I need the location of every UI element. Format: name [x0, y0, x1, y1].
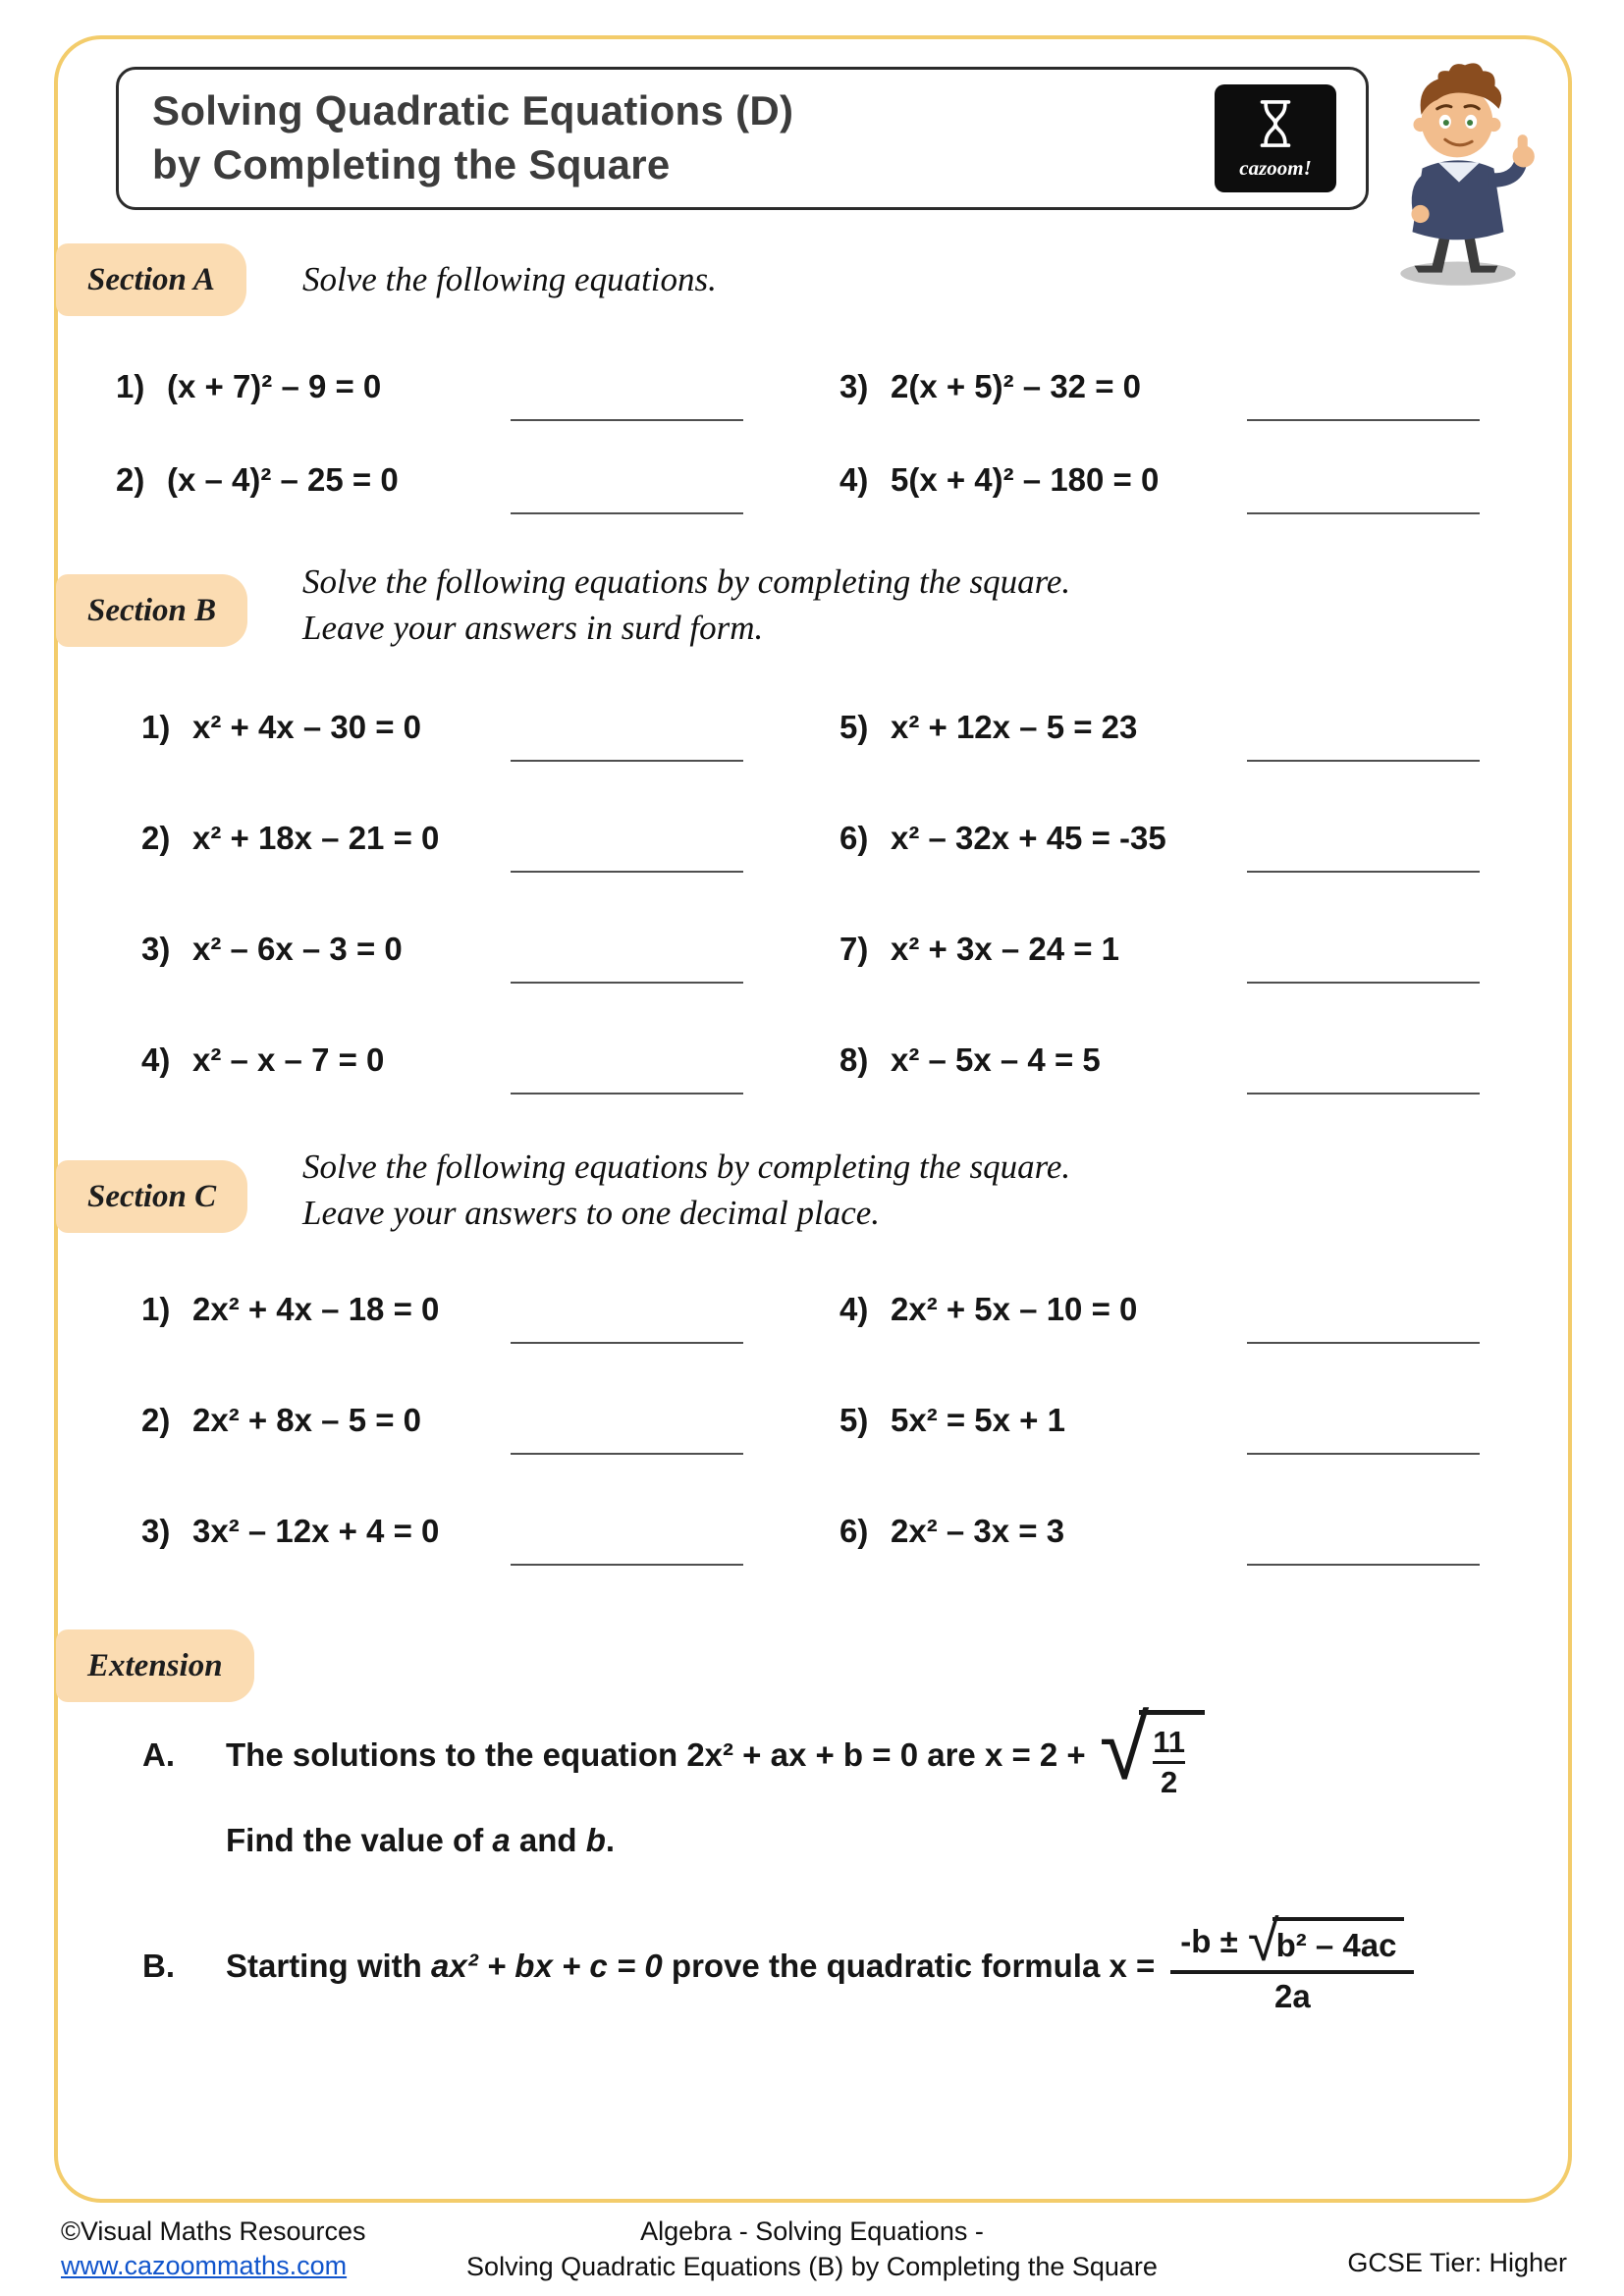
problem-a3	[839, 368, 1510, 413]
answer-line	[511, 1093, 743, 1095]
problem-equation: 2x² + 5x – 10 = 0	[891, 1291, 1138, 1327]
answer-line	[1247, 760, 1480, 762]
problem-equation: x² – 5x – 4 = 5	[891, 1041, 1101, 1078]
problem-equation: x² – x – 7 = 0	[192, 1041, 385, 1078]
section-b-problems	[116, 709, 1510, 1152]
square-root-expression	[1099, 1698, 1205, 1799]
instruction-line: Solve the following equations.	[302, 260, 717, 298]
answer-line	[1247, 982, 1480, 984]
problem-number: 8)	[839, 1041, 869, 1078]
problem-a1	[116, 368, 839, 413]
answer-line	[1247, 1093, 1480, 1095]
problem-row	[116, 1291, 1510, 1336]
section-c-label: Section C	[56, 1160, 247, 1233]
problem-a4	[839, 461, 1510, 507]
square-root-expression	[1247, 1909, 1405, 1974]
page-title-line2: by Completing the Square	[152, 141, 671, 187]
extension-b-text	[226, 1948, 1155, 1985]
problem-c6	[839, 1513, 1510, 1558]
copyright-text: ©Visual Maths Resources	[61, 2216, 366, 2246]
problem-equation: x² + 3x – 24 = 1	[891, 931, 1120, 967]
problem-b7	[839, 931, 1510, 976]
problem-number: 2)	[141, 820, 171, 856]
problem-b2	[116, 820, 839, 865]
problem-number: 1)	[141, 709, 171, 745]
answer-line	[1247, 512, 1480, 514]
problem-b6	[839, 820, 1510, 865]
problem-row	[116, 820, 1510, 865]
page-title	[119, 84, 793, 191]
problem-row	[116, 1402, 1510, 1447]
problem-number: 4)	[839, 1291, 869, 1327]
problem-row	[116, 709, 1510, 754]
extension-a-text: The solutions to the equation 2x² + ax + b = 0 are x = 2 +	[226, 1736, 1086, 1773]
fraction-numerator	[1170, 1909, 1414, 1974]
instruction-line: Leave your answers in surd form.	[302, 608, 764, 647]
extension-b-number: B.	[142, 1948, 175, 1984]
extension-item-a	[142, 1698, 1205, 1804]
radical-sign: √	[1247, 1909, 1279, 1974]
section-a-instructions	[302, 257, 717, 303]
problem-equation: (x + 7)² – 9 = 0	[167, 368, 382, 404]
extension-item-b	[142, 1909, 1414, 2020]
answer-line	[1247, 1342, 1480, 1344]
problem-c5	[839, 1402, 1510, 1447]
problem-row	[116, 368, 1510, 413]
answer-line	[1247, 419, 1480, 421]
problem-c2	[116, 1402, 839, 1447]
problem-b1	[116, 709, 839, 754]
cazoom-logo	[1215, 84, 1336, 192]
section-b-label: Section B	[56, 574, 247, 647]
answer-line	[1247, 1564, 1480, 1566]
problem-b4	[116, 1041, 839, 1087]
answer-line	[511, 1342, 743, 1344]
problem-equation: x² + 12x – 5 = 23	[891, 709, 1138, 745]
section-c-problems	[116, 1291, 1510, 1624]
problem-equation: x² + 4x – 30 = 0	[192, 709, 422, 745]
answer-line	[511, 512, 743, 514]
text-fragment: prove the quadratic formula x =	[662, 1948, 1156, 1984]
section-a-problems	[116, 368, 1510, 555]
answer-line	[511, 871, 743, 873]
answer-line	[511, 982, 743, 984]
website-link[interactable]: www.cazoommaths.com	[61, 2251, 348, 2281]
extension-a-line2	[226, 1822, 615, 1859]
problem-c1	[116, 1291, 839, 1336]
text-fragment: Find the value of	[226, 1822, 493, 1858]
numerator-prefix: -b ±	[1180, 1922, 1238, 1959]
fraction	[1145, 1724, 1193, 1799]
problem-equation: 2x² + 4x – 18 = 0	[192, 1291, 440, 1327]
fraction-denominator: 2	[1153, 1761, 1185, 1800]
radicand	[1139, 1710, 1205, 1799]
hourglass-icon	[1251, 97, 1300, 155]
answer-line	[511, 419, 743, 421]
footer-tier: GCSE Tier: Higher	[1347, 2248, 1567, 2277]
fraction-numerator: 11	[1153, 1725, 1185, 1760]
problem-number: 3)	[141, 931, 171, 967]
problem-equation: x² + 18x – 21 = 0	[192, 820, 440, 856]
logo-wordmark: cazoom!	[1239, 155, 1312, 180]
section-c-instructions	[302, 1145, 1070, 1236]
footer-center	[321, 2215, 1303, 2284]
answer-line	[511, 1453, 743, 1455]
fraction-denominator: 2a	[1170, 1970, 1414, 2015]
problem-equation: 2(x + 5)² – 32 = 0	[891, 368, 1141, 404]
radical-sign: √	[1099, 1698, 1150, 1799]
instruction-line: Solve the following equations by completing the square.	[302, 562, 1071, 601]
problem-number: 7)	[839, 931, 869, 967]
footer-category-line2: Solving Quadratic Equations (B) by Completing the Square	[466, 2251, 1158, 2281]
problem-b5	[839, 709, 1510, 754]
problem-equation: 5x² = 5x + 1	[891, 1402, 1065, 1438]
title-box	[116, 67, 1369, 210]
footer-left	[61, 2215, 366, 2283]
extension-label: Extension	[56, 1629, 254, 1702]
problem-number: 4)	[839, 461, 869, 498]
problem-b3	[116, 931, 839, 976]
instruction-line: Leave your answers to one decimal place.	[302, 1193, 881, 1232]
problem-number: 2)	[141, 1402, 171, 1438]
problem-row	[116, 461, 1510, 507]
page-title-line1: Solving Quadratic Equations (D)	[152, 87, 794, 134]
problem-row	[116, 1041, 1510, 1087]
problem-number: 1)	[141, 1291, 171, 1327]
problem-row	[116, 931, 1510, 976]
problem-b8	[839, 1041, 1510, 1087]
answer-line	[511, 760, 743, 762]
problem-number: 2)	[116, 461, 145, 498]
answer-line	[1247, 1453, 1480, 1455]
problem-row	[116, 1513, 1510, 1558]
problem-number: 3)	[839, 368, 869, 404]
text-fragment: .	[605, 1822, 616, 1858]
quadratic-formula-fraction	[1170, 1909, 1414, 2014]
answer-line	[511, 1564, 743, 1566]
problem-equation: 2x² + 8x – 5 = 0	[192, 1402, 422, 1438]
instruction-line: Solve the following equations by completing the square.	[302, 1148, 1071, 1186]
problem-equation: 3x² – 12x + 4 = 0	[192, 1513, 440, 1549]
section-a-label: Section A	[56, 243, 246, 316]
answer-line	[1247, 871, 1480, 873]
problem-equation: (x – 4)² – 25 = 0	[167, 461, 399, 498]
problem-c4	[839, 1291, 1510, 1336]
problem-equation: x² – 6x – 3 = 0	[192, 931, 403, 967]
problem-a2	[116, 461, 839, 507]
problem-number: 6)	[839, 1513, 869, 1549]
problem-number: 6)	[839, 820, 869, 856]
variable-a: a	[492, 1822, 511, 1858]
problem-number: 5)	[839, 709, 869, 745]
problem-number: 5)	[839, 1402, 869, 1438]
problem-number: 1)	[116, 368, 145, 404]
quadratic-general-form: ax² + bx + c = 0	[431, 1948, 663, 1984]
footer-category-line1: Algebra - Solving Equations -	[640, 2216, 984, 2246]
section-b-instructions	[302, 560, 1070, 651]
problem-c3	[116, 1513, 839, 1558]
radicand: b² – 4ac	[1272, 1917, 1405, 1964]
problem-equation: 2x² – 3x = 3	[891, 1513, 1065, 1549]
problem-equation: x² – 32x + 45 = -35	[891, 820, 1166, 856]
problem-equation: 5(x + 4)² – 180 = 0	[891, 461, 1160, 498]
problem-number: 3)	[141, 1513, 171, 1549]
extension-a-number: A.	[142, 1736, 175, 1773]
problem-number: 4)	[141, 1041, 171, 1078]
text-fragment: Starting with	[226, 1948, 431, 1984]
text-fragment: and	[510, 1822, 586, 1858]
mascot-boy-illustration	[1371, 47, 1549, 291]
variable-b: b	[585, 1822, 606, 1858]
